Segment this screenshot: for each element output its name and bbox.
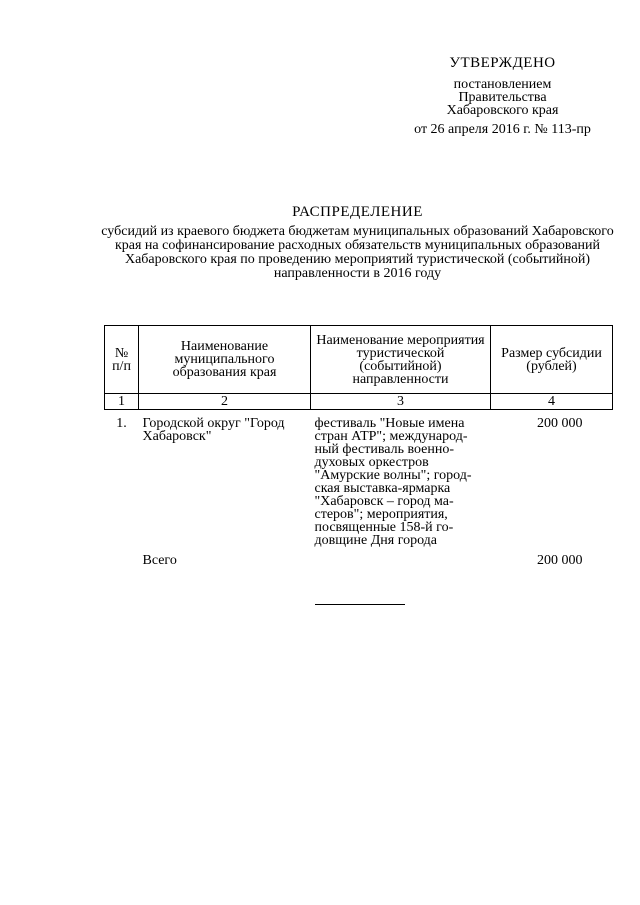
header-amount: Размер субсидии (рублей) <box>491 326 613 394</box>
header-municipality: Наименование муниципального образования края <box>139 326 311 394</box>
subsidy-table <box>104 325 613 567</box>
header-number: № п/п <box>105 326 139 394</box>
row-municipality: Городской округ "Город Хабаровск" <box>142 416 285 444</box>
column-number-row <box>105 394 613 410</box>
closing-rule <box>315 604 405 605</box>
column-number: 2 <box>139 394 311 410</box>
column-number: 3 <box>311 394 491 410</box>
document-title: РАСПРЕДЕЛЕНИЕ <box>292 204 423 220</box>
row-event: фестиваль "Новые имена стран АТР"; международ-ный фестиваль военно-духовых оркестров "Амурские волны"; город-ская выставка-ярмарка "Хабаровск – город ма-стеров"; мероприятия, посвященные 158-й го-довщине Дня города <box>314 416 472 548</box>
total-amount: 200 000 <box>537 553 583 568</box>
total-label: Всего <box>142 553 177 568</box>
column-number: 1 <box>105 394 139 410</box>
column-number: 4 <box>491 394 613 410</box>
row-amount: 200 000 <box>537 416 583 431</box>
table-header <box>105 326 613 410</box>
approval-line-2: Правительства <box>458 90 547 105</box>
approval-heading: УТВЕРЖДЕНО <box>449 55 556 71</box>
approval-block <box>400 56 605 137</box>
row-number: 1. <box>116 416 127 431</box>
total-row <box>105 547 613 567</box>
header-event: Наименование мероприятия туристической (событийной) направленности <box>311 326 491 394</box>
approval-line-1: постановлением <box>453 77 552 92</box>
document-subtitle: субсидий из краевого бюджета бюджетам муниципальных образований Хабаровского края на софинансирование расходных обязательств муниципальных образований Хабаровского края по проведению мероприятий туристической (событийной) направленности в 2016 году <box>101 224 614 281</box>
approval-line-3: Хабаровского края <box>446 103 559 118</box>
table-row <box>105 410 613 548</box>
approval-date: от 26 апреля 2016 г. № 113-пр <box>414 122 591 137</box>
